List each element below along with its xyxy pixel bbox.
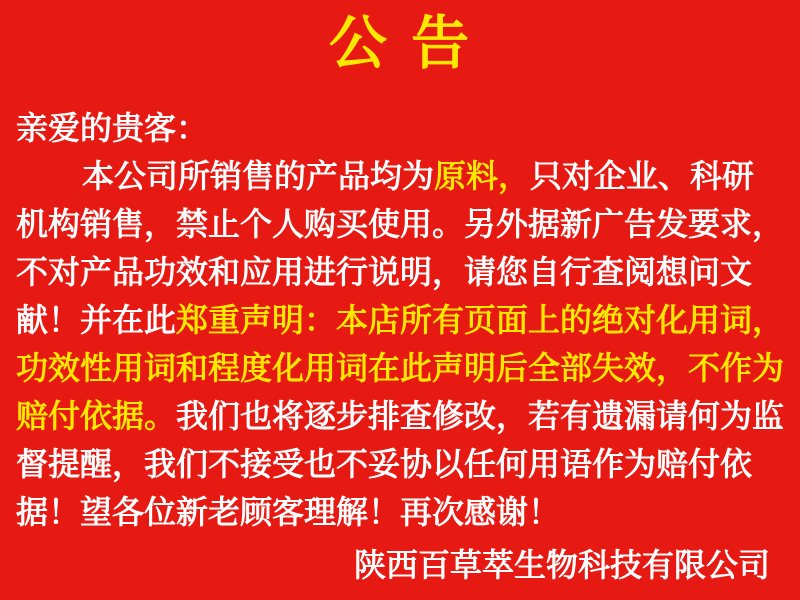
highlighted-text: 功效性用词和程度化用词在此声明后全部失效，不作为 — [16, 349, 785, 387]
notice-line — [16, 248, 786, 296]
notice-line — [16, 152, 786, 200]
notice-line — [16, 488, 786, 536]
body-text: 不对产品功效和应用进行说明，请您自行查阅想问文 — [16, 253, 753, 291]
company-signature: 陕西百草萃生物科技有限公司 — [353, 546, 770, 584]
notice-line — [16, 392, 786, 440]
salutation-line: 亲爱的贵客： — [16, 109, 209, 147]
notice-line — [16, 296, 786, 344]
highlighted-text: 原料， — [434, 157, 531, 195]
body-text: 只对企业、科研 — [530, 157, 755, 195]
notice-lines — [16, 152, 786, 536]
notice-line — [16, 344, 786, 392]
body-text: 机构销售，禁止个人购买使用。另外据新广告发要求， — [16, 205, 785, 243]
notice-line — [16, 200, 786, 248]
body-text: 本公司所销售的产品均为 — [82, 157, 435, 195]
notice-body — [0, 104, 800, 589]
announcement-title: 公 告 — [328, 9, 472, 77]
notice-line — [16, 440, 786, 488]
body-text: 我们也将逐步排查修改，若有遗漏请何为监 — [176, 397, 785, 435]
highlighted-text: 郑重声明：本店所有页面上的绝对化用词， — [176, 301, 785, 339]
body-text: 督提醒，我们不接受也不妥协以任何用语作为赔付依 — [16, 445, 753, 483]
body-text: 据！望各位新老顾客理解！再次感谢！ — [16, 493, 561, 531]
body-text: 献！并在此 — [16, 301, 177, 339]
highlighted-text: 赔付依据。 — [16, 397, 177, 435]
